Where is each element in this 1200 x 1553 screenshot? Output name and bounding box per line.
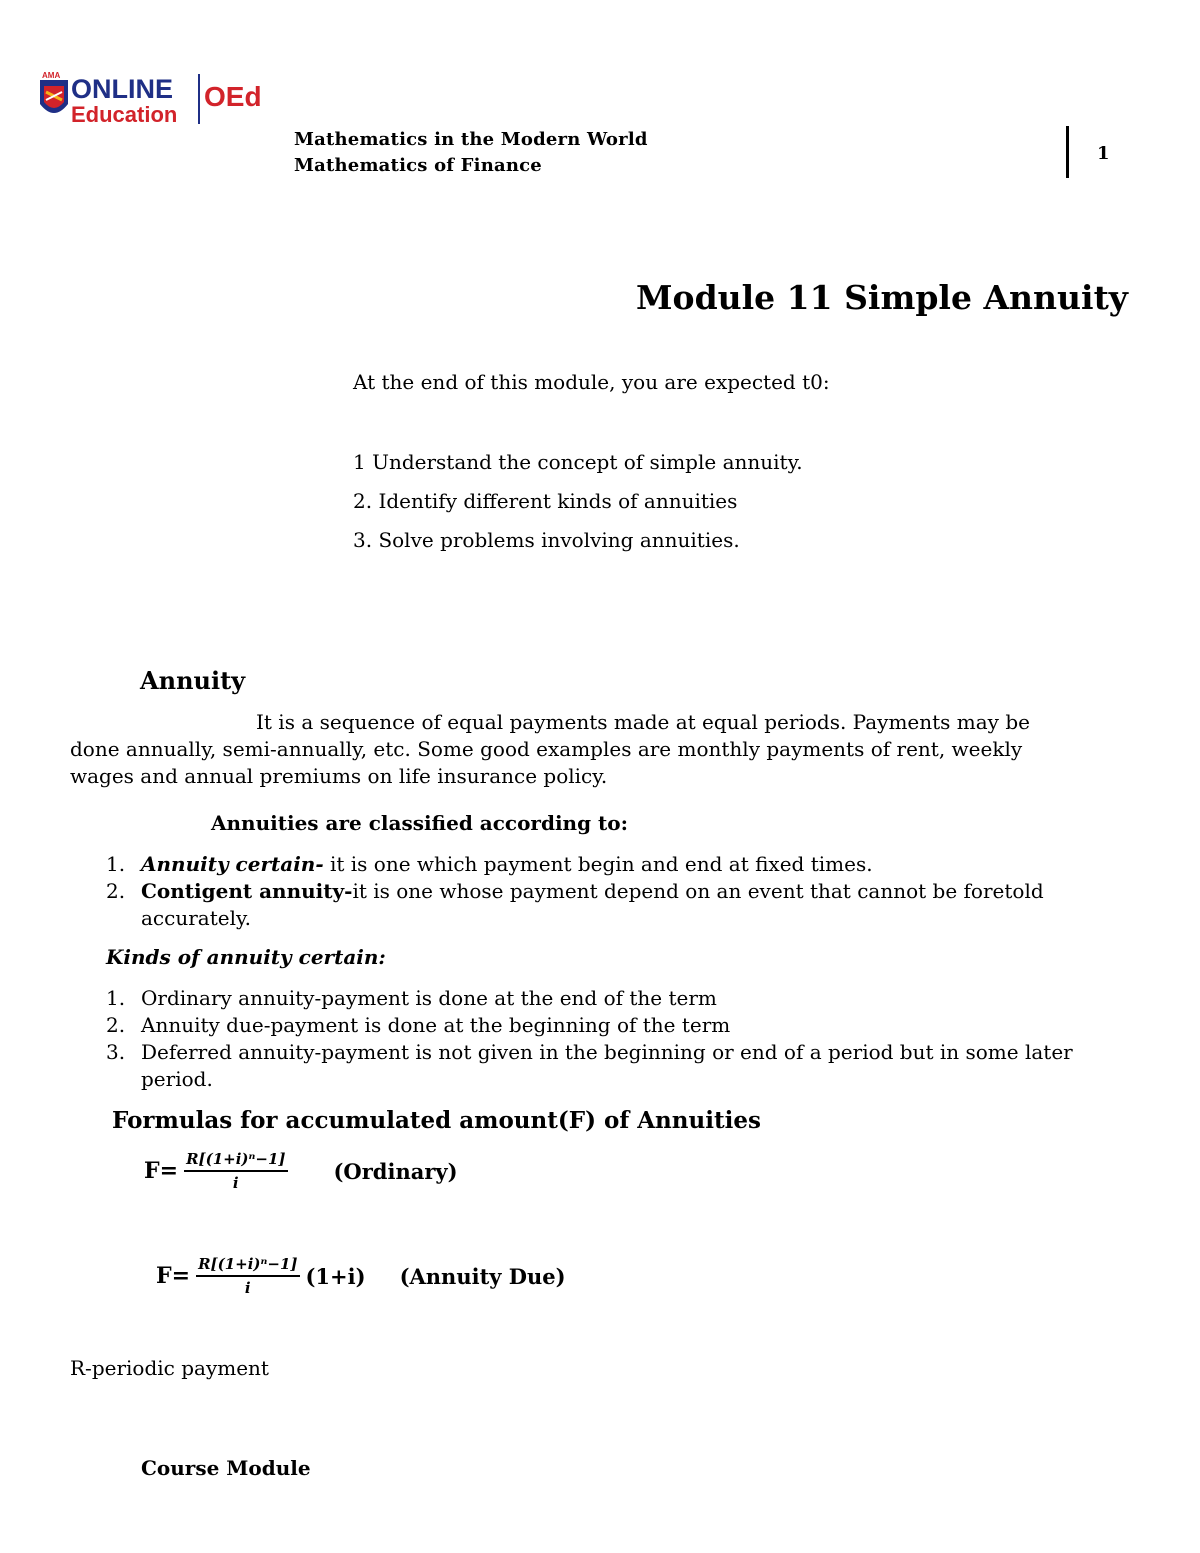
kinds-list [70,985,1080,1093]
logo-crest-icon [38,70,278,130]
formula-lhs: F= [156,1263,191,1289]
page-number: 1 [1097,143,1110,164]
list-item [70,1039,1080,1093]
header-course-title: Mathematics in the Modern World [294,129,648,150]
objective-item: 3. Solve problems involving annuities. [353,528,740,552]
list-number: 2. [106,879,126,903]
list-item [70,851,1070,878]
logo-abbr: OEd [204,81,262,112]
kind-text: Deferred annuity-payment is not given in the beginning or end of a period but in some later period. [141,1040,1073,1091]
objectives-intro: At the end of this module, you are expected t0: [353,370,830,394]
section-heading-annuity: Annuity [140,666,246,695]
list-number: 3. [106,1040,126,1064]
formula-fraction [184,1150,287,1192]
objective-item: 2. Identify different kinds of annuities [353,489,738,513]
formula-lhs: F= [144,1158,179,1184]
formula-denominator: i [232,1174,239,1192]
formula-denominator: i [244,1279,251,1297]
logo-main-text: ONLINE [71,74,174,104]
online-education-logo [38,70,278,130]
footer-course-module: Course Module [141,1456,311,1480]
list-item [70,878,1070,932]
header-topic: Mathematics of Finance [294,155,542,176]
formula-factor: (1+i) [305,1263,366,1289]
kind-text: Annuity due-payment is done at the beginning of the term [141,1013,731,1037]
term-description: it is one whose payment depend on an event that cannot be foretold accurately. [141,879,1044,930]
formula-label: (Annuity Due) [399,1263,566,1289]
kind-text: Ordinary annuity-payment is done at the end of the term [141,986,717,1010]
crest-label: AMA [42,71,61,80]
list-item [70,1012,1080,1039]
classification-list [70,851,1070,932]
list-number: 2. [106,1013,126,1037]
term-description: it is one which payment begin and end at fixed times. [323,852,873,876]
objective-item: 1 Understand the concept of simple annuity. [353,450,803,474]
formula-fraction [196,1255,299,1297]
formula-ordinary [144,1150,458,1192]
formula-numerator: R[(1+i)ⁿ−1] [184,1150,287,1172]
page-number-divider [1066,126,1069,178]
list-number: 1. [106,986,126,1010]
kinds-heading: Kinds of annuity certain: [106,945,386,969]
list-item [70,985,1080,1012]
classified-heading: Annuities are classified according to: [211,811,628,835]
list-number: 1. [106,852,126,876]
formula-numerator: R[(1+i)ⁿ−1] [196,1255,299,1277]
term-annuity-certain: Annuity certain- [141,852,324,876]
formula-label: (Ordinary) [333,1158,458,1184]
formula-annuity-due [156,1255,566,1297]
logo-sub-text: Education [71,102,178,127]
annuity-definition: It is a sequence of equal payments made at equal periods. Payments may be done annually, semi-annually, etc. Some good examples are monthly payments of rent, weekly wages and annual premiums on life insurance policy. [70,710,1030,788]
module-title: Module 11 Simple Annuity [636,278,1128,317]
definition-r: R-periodic payment [70,1356,269,1380]
term-contigent-annuity: Contigent annuity- [141,879,353,903]
formulas-heading: Formulas for accumulated amount(F) of Annuities [112,1107,761,1134]
